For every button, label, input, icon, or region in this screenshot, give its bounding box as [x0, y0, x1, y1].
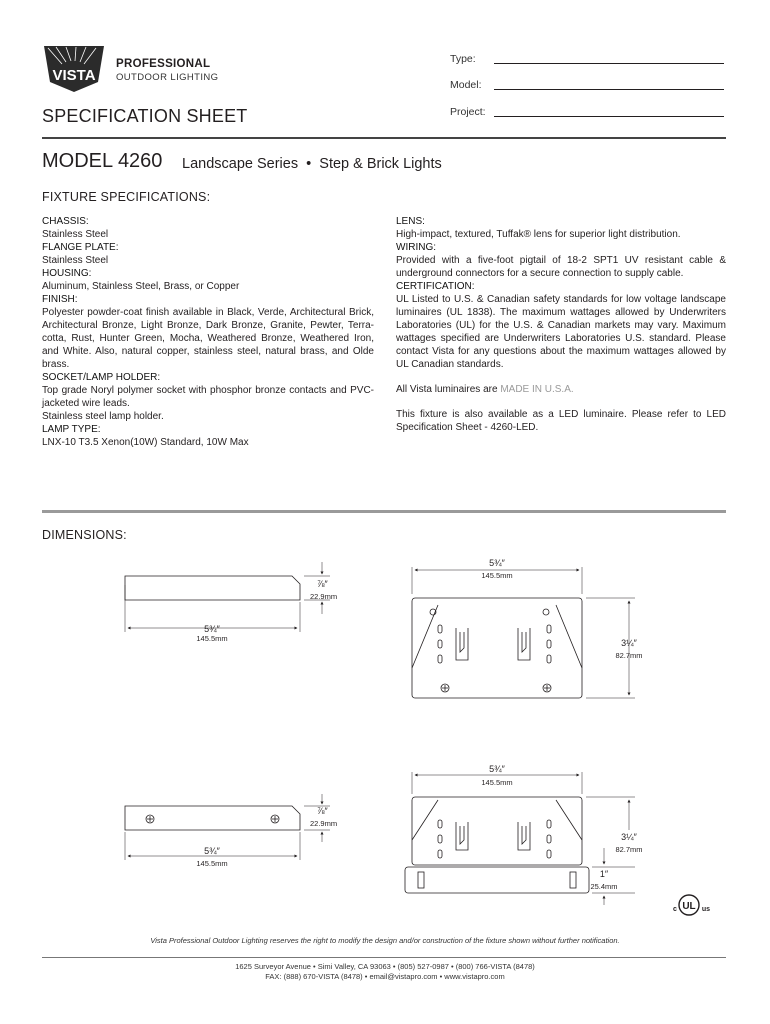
height-mm-label: 82.7mm	[615, 845, 643, 854]
width-frac-label: 5¾″	[204, 846, 220, 856]
dimensions-heading: DIMENSIONS:	[42, 528, 127, 542]
sheet-title: SPECIFICATION SHEET	[42, 106, 248, 126]
project-label: Project:	[450, 106, 486, 118]
height-frac-label: 3¼″	[621, 638, 637, 648]
width-frac-label: 5¾″	[489, 764, 505, 774]
project-input-line[interactable]	[494, 116, 724, 117]
spec-value: Stainless steel lamp holder.	[42, 411, 164, 422]
spec-value: Stainless Steel	[42, 255, 109, 266]
made-in-usa-line	[396, 383, 726, 396]
front-view-bottom-outline	[412, 797, 582, 865]
cul-us-certification-mark	[673, 895, 710, 915]
made-in-usa: MADE IN U.S.A.	[500, 384, 574, 395]
box-mm-label: 25.4mm	[590, 882, 618, 891]
footer-divider	[42, 957, 726, 958]
vista-logo	[42, 42, 106, 94]
width-mm-label: 145.5mm	[196, 634, 228, 643]
depth-frac-label: ⅞″	[317, 579, 328, 589]
spec-label: SOCKET/LAMP HOLDER:	[42, 372, 161, 383]
brand-tagline: OUTDOOR LIGHTING	[116, 72, 219, 83]
specs-right-column	[396, 215, 726, 434]
dimensions-divider	[42, 510, 726, 513]
spec-value: High-impact, textured, Tuffak® lens for superior light distribution.	[396, 229, 681, 240]
depth-mm-label: 22.9mm	[310, 592, 338, 601]
spec-label: LENS:	[396, 216, 425, 227]
ul-text: UL	[682, 901, 696, 912]
side-view-bottom-outline	[125, 806, 300, 830]
width-frac-label: 5¾″	[489, 558, 505, 568]
spec-value: Stainless Steel	[42, 229, 109, 240]
model-input-line[interactable]	[494, 89, 724, 90]
depth-frac-label: ⅞″	[317, 806, 328, 816]
width-mm-label: 145.5mm	[196, 859, 228, 868]
type-input-line[interactable]	[494, 63, 724, 64]
spec-value: Aluminum, Stainless Steel, Brass, or Copper	[42, 281, 240, 292]
made-prefix: All Vista luminaires are	[396, 384, 501, 395]
width-frac-label: 5¾″	[204, 624, 220, 634]
model-label: Model:	[450, 79, 482, 91]
header-divider	[42, 137, 726, 139]
c-text: c	[673, 906, 677, 913]
spec-value: UL Listed to U.S. & Canadian safety standards for low voltage landscape luminaires (UL 1838). The maximum wattages allowed by Underwriters Laboratories (UL) for the U.S. & Canadian markets may vary. Maximum wattages specified are Underwriters Laboratories U.S. standard. Please contact Vista for any questions about the maximum wattages allowed by UL Canadian standards.	[396, 294, 726, 370]
model-title: MODEL 4260	[42, 150, 163, 172]
spec-label: HOUSING:	[42, 268, 92, 279]
spec-label: FINISH:	[42, 294, 78, 305]
type-label: Type:	[450, 53, 476, 65]
spec-label: WIRING:	[396, 242, 436, 253]
front-view-top-outline	[412, 598, 582, 698]
box-frac-label: 1″	[599, 869, 609, 879]
footer-contact: FAX: (888) 670-VISTA (8478) • email@vistapro.com • www.vistapro.com	[265, 972, 505, 981]
spec-label: CHASSIS:	[42, 216, 89, 227]
height-mm-label: 82.7mm	[615, 651, 643, 660]
brand-name: PROFESSIONAL	[116, 58, 211, 70]
led-note: This fixture is also available as a LED luminaire. Please refer to LED Specification Sheet - 4260-LED.	[396, 409, 726, 433]
width-mm-label: 145.5mm	[481, 778, 513, 787]
fixture-specs-heading: FIXTURE SPECIFICATIONS:	[42, 190, 211, 204]
spec-value: Polyester powder-coat finish available in Black, Verde, Architectural Brick, Architectural Bronze, Light Bronze, Dark Bronze, Granite, Pewter, Terra-cotta, Rust, Hunter Green, Mocha, Weathered Bronze, Weathered Iron, and White. Also, natural copper, stainless steel, natural brass, and Olde brass.	[42, 307, 374, 370]
spec-value: Provided with a five-foot pigtail of 18-2 SPT1 UV resistant cable & underground connectors for a secure connection to supply cable.	[396, 255, 726, 279]
spec-value: Top grade Noryl polymer socket with phosphor bronze contacts and PVC-jacketed wire leads.	[42, 385, 374, 409]
us-text: us	[701, 906, 711, 913]
model-series: Landscape Series • Step & Brick Lights	[182, 156, 442, 172]
spec-label: FLANGE PLATE:	[42, 242, 119, 253]
logo-text: VISTA	[52, 67, 96, 84]
disclaimer: Vista Professional Outdoor Lighting reserves the right to modify the design and/or construction of the fixture shown without further notification.	[150, 936, 620, 945]
specs-left-column	[42, 215, 374, 449]
footer-address: 1625 Surveyor Avenue • Simi Valley, CA 93063 • (805) 527-0987 • (800) 766-VISTA (8478)	[235, 962, 535, 971]
depth-mm-label: 22.9mm	[310, 819, 338, 828]
height-frac-label: 3¼″	[621, 832, 637, 842]
spec-value: LNX-10 T3.5 Xenon(10W) Standard, 10W Max	[42, 437, 249, 448]
spec-label: LAMP TYPE:	[42, 424, 101, 435]
width-mm-label: 145.5mm	[481, 571, 513, 580]
dimension-drawings	[0, 540, 770, 940]
junction-box-outline	[405, 867, 589, 893]
spec-label: CERTIFICATION:	[396, 281, 475, 292]
side-view-top-outline	[125, 576, 300, 600]
